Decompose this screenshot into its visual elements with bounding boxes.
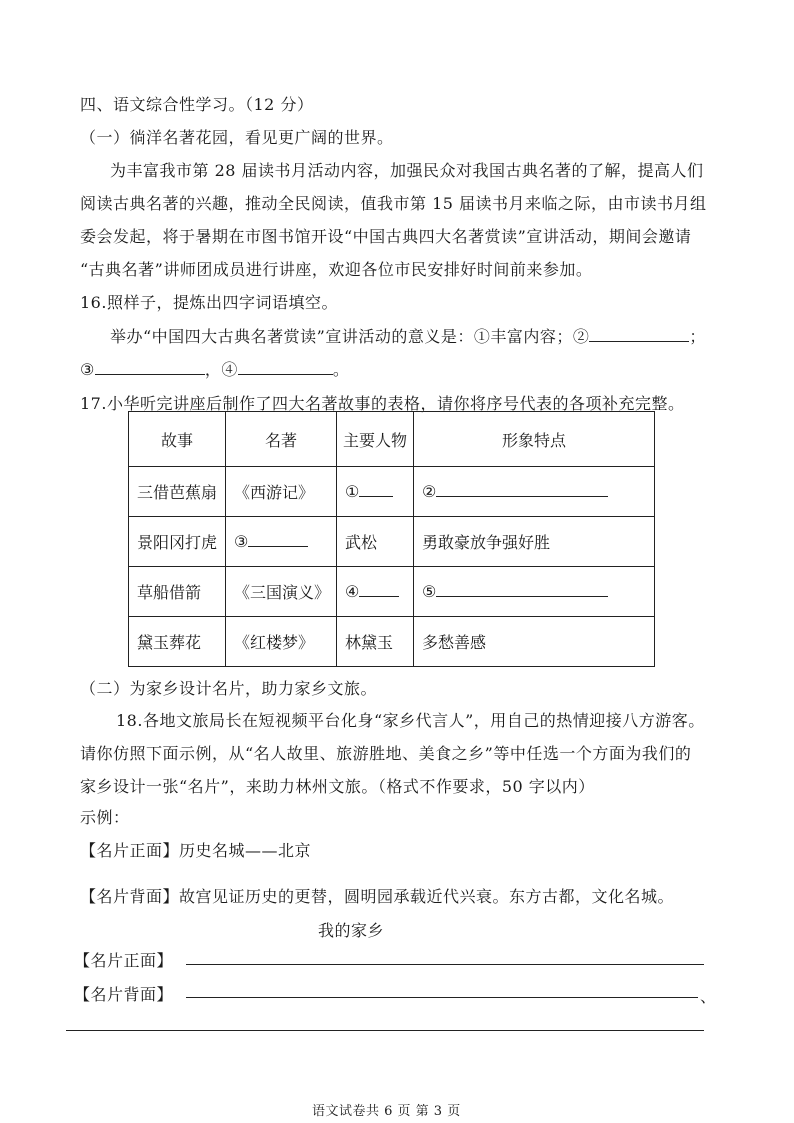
table-row <box>129 467 655 517</box>
q16-prompt: 16.照样子，提炼出四字词语填空。 <box>80 293 338 312</box>
answer-blank-3[interactable] <box>248 532 308 547</box>
q16-line1-text: 举办“中国四大古典名著赏读”宣讲活动的意义是：①丰富内容；② <box>110 327 590 346</box>
q17-prompt: 17.小华听完讲座后制作了四大名著故事的表格，请你将序号代表的各项补充完整。 <box>80 394 685 413</box>
blank-mark-5: ⑤ <box>422 582 437 601</box>
answer-back-label: 【名片背面】 <box>74 985 174 1004</box>
answer-blank-4[interactable] <box>238 360 333 375</box>
answer-back-end: 、 <box>700 987 717 1006</box>
table-row <box>129 567 655 617</box>
q16-line2 <box>80 357 349 380</box>
cell-traits: 勇敢豪放争强好胜 <box>414 517 655 567</box>
cell-novel <box>226 517 337 567</box>
q16-line1-end: ； <box>689 327 706 346</box>
example-label: 示例： <box>80 808 130 827</box>
novels-table <box>128 411 655 667</box>
example-front: 【名片正面】历史名城——北京 <box>80 841 312 860</box>
example-back: 【名片背面】故宫见证历史的更替，圆明园承载近代兴衰。东方古都，文化名城。 <box>80 887 675 906</box>
cell-character: 林黛玉 <box>337 617 414 667</box>
q16-mark-3: ③ <box>80 360 95 379</box>
q16-line2-end: 。 <box>332 360 350 379</box>
table-row <box>129 617 655 667</box>
cell-story: 景阳冈打虎 <box>129 517 226 567</box>
cell-traits: 多愁善感 <box>414 617 655 667</box>
answer-front-line[interactable] <box>186 964 704 965</box>
intro-line: “古典名著”讲师团成员进行讲座，欢迎各位市民安排好时间前来参加。 <box>80 260 593 279</box>
cell-character <box>337 567 414 617</box>
part2-heading: （二）为家乡设计名片，助力家乡文旅。 <box>80 679 378 698</box>
blank-mark-4: ④ <box>345 582 360 601</box>
section-heading: 四、语文综合性学习。（12 分） <box>80 95 314 114</box>
q18-line: 家乡设计一张“名片”，来助力林州文旅。（格式不作要求，50 字以内） <box>80 777 595 796</box>
answer-back-line[interactable] <box>186 997 698 998</box>
my-hometown-title: 我的家乡 <box>318 921 385 940</box>
q18-line: 请你仿照下面示例，从“名人故里、旅游胜地、美食之乡”等中任选一个方面为我们的 <box>80 744 692 763</box>
q18-line: 18.各地文旅局长在短视频平台化身“家乡代言人”，用自己的热情迎接八方游客。 <box>116 711 705 730</box>
cell-traits <box>414 467 655 517</box>
answer-front-label: 【名片正面】 <box>74 951 174 970</box>
table-row <box>129 517 655 567</box>
q16-mark-4: ，④ <box>204 360 238 379</box>
header-character: 主要人物 <box>337 412 414 467</box>
blank-mark-2: ② <box>422 482 437 501</box>
intro-line: 为丰富我市第 28 届读书月活动内容，加强民众对我国古典名著的了解，提高人们 <box>110 161 704 180</box>
intro-line: 阅读古典名著的兴趣，推动全民阅读，值我市第 15 届读书月来临之际，由市读书月组 <box>80 194 707 213</box>
answer-blank-4[interactable] <box>359 582 399 597</box>
cell-novel: 《红楼梦》 <box>226 617 337 667</box>
header-novel: 名著 <box>226 412 337 467</box>
blank-mark-1: ① <box>345 482 360 501</box>
answer-blank-2[interactable] <box>589 327 689 342</box>
cell-character <box>337 467 414 517</box>
cell-novel: 《三国演义》 <box>226 567 337 617</box>
intro-line: 委会发起，将于暑期在市图书馆开设“中国古典四大名著赏读”宣讲活动，期间会邀请 <box>80 227 692 246</box>
cell-traits <box>414 567 655 617</box>
answer-blank-1[interactable] <box>359 482 393 497</box>
answer-blank-5[interactable] <box>436 582 608 597</box>
blank-mark-3: ③ <box>234 532 249 551</box>
header-story: 故事 <box>129 412 226 467</box>
q16-line1 <box>110 324 706 347</box>
cell-story: 草船借箭 <box>129 567 226 617</box>
header-traits: 形象特点 <box>414 412 655 467</box>
cell-story: 三借芭蕉扇 <box>129 467 226 517</box>
answer-extra-line[interactable] <box>66 1030 704 1031</box>
table-header-row <box>129 412 655 467</box>
cell-story: 黛玉葬花 <box>129 617 226 667</box>
answer-blank-2[interactable] <box>436 482 608 497</box>
page-footer: 语文试卷共 6 页 第 3 页 <box>312 1104 461 1119</box>
answer-blank-3[interactable] <box>95 360 205 375</box>
cell-novel: 《西游记》 <box>226 467 337 517</box>
part1-heading: （一）徜洋名著花园，看见更广阔的世界。 <box>80 128 394 147</box>
cell-character: 武松 <box>337 517 414 567</box>
